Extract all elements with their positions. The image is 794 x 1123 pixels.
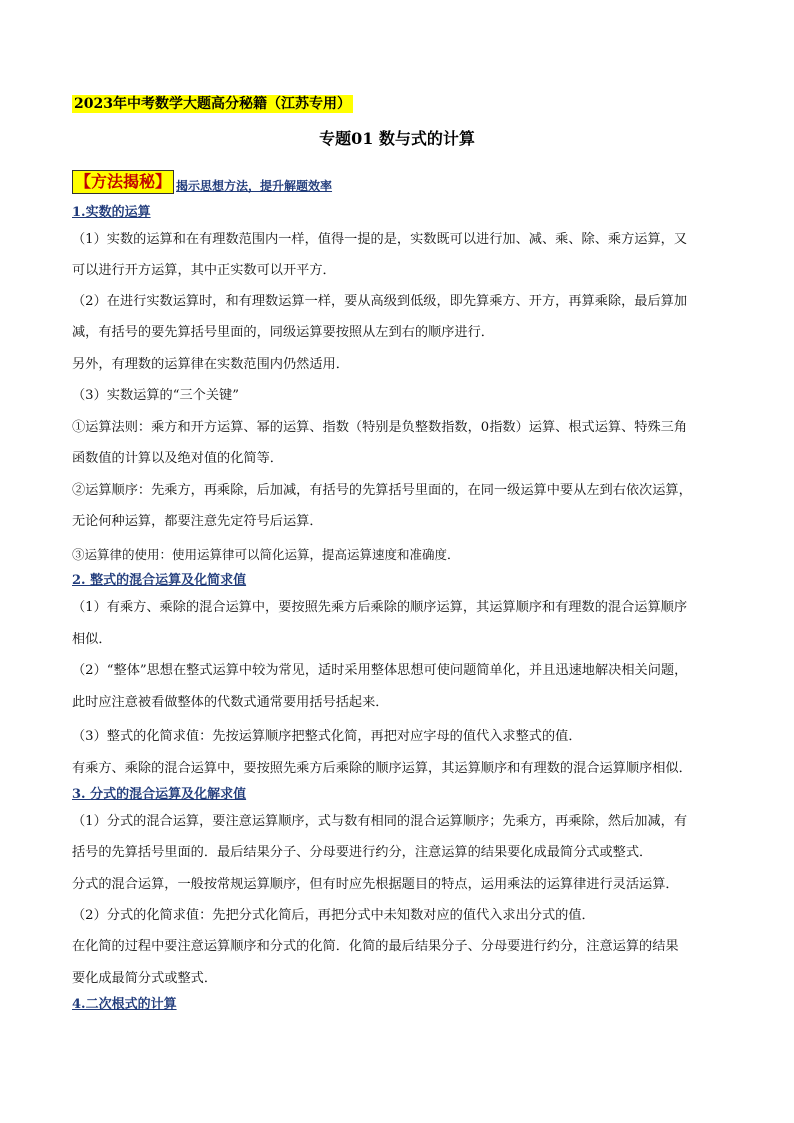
paragraph-line: （1）分式的混合运算，要注意运算顺序，式与数有相同的混合运算顺序；先乘方，再乘除，然后加减，有 bbox=[72, 814, 688, 829]
section-heading-1: 1.实数的运算 bbox=[72, 205, 151, 220]
section-heading-2: 2. 整式的混合运算及化简求值 bbox=[72, 573, 247, 588]
paragraph-line: 可以进行开方运算，其中正实数可以开平方． bbox=[72, 263, 336, 278]
paragraph-line: （2）“整体”思想在整式运算中较为常见，适时采用整体思想可使问题简单化，并且迅速地解决相关问题， bbox=[72, 663, 688, 678]
paragraph-line: （1）实数的运算和在有理数范围内一样，值得一提的是，实数既可以进行加、减、乘、除、乘方运算，又 bbox=[72, 232, 688, 247]
method-banner bbox=[72, 170, 332, 194]
paragraph-line: （3）实数运算的“三个关键” bbox=[72, 388, 239, 403]
section-heading-3: 3. 分式的混合运算及化解求值 bbox=[72, 787, 247, 802]
section-heading-4: 4.二次根式的计算 bbox=[72, 997, 177, 1012]
paragraph-line: 相似． bbox=[72, 632, 112, 647]
paragraph-line: （2）分式的化简求值：先把分式化简后，再把分式中未知数对应的值代入求出分式的值． bbox=[72, 908, 595, 923]
paragraph-line: （2）在进行实数运算时，和有理数运算一样，要从高级到低级，即先算乘方、开方，再算乘除，最后算加 bbox=[72, 294, 688, 309]
paragraph-line: ③运算律的使用：使用运算律可以简化运算，提高运算速度和准确度． bbox=[72, 547, 460, 562]
paragraph-line: ②运算顺序：先乘方，再乘除，后加减，有括号的先算括号里面的，在同一级运算中要从左到右依次运算， bbox=[72, 483, 692, 498]
paragraph-line: ①运算法则：乘方和开方运算、幂的运算、指数（特别是负整数指数，0指数）运算、根式运算、特殊三角 bbox=[72, 420, 688, 435]
method-badge: 【方法揭秘】 bbox=[72, 170, 174, 194]
paragraph-line: 减，有括号的要先算括号里面的，同级运算要按照从左到右的顺序进行． bbox=[72, 325, 494, 340]
paragraph-line: 无论何种运算，都要注意先定符号后运算． bbox=[72, 514, 323, 529]
series-title: 2023年中考数学大题高分秘籍（江苏专用） bbox=[74, 96, 351, 112]
paragraph-line: 有乘方、乘除的混合运算中，要按照先乘方后乘除的顺序运算，其运算顺序和有理数的混合运算顺序相似． bbox=[72, 761, 692, 776]
paragraph-line: （1）有乘方、乘除的混合运算中，要按照先乘方后乘除的顺序运算，其运算顺序和有理数的混合运算顺序 bbox=[72, 600, 688, 615]
paragraph-line: 函数值的计算以及绝对值的化简等． bbox=[72, 451, 283, 466]
paragraph-line: （3）整式的化简求值：先按运算顺序把整式化简，再把对应字母的值代入求整式的值． bbox=[72, 729, 582, 744]
page-title: 专题01 数与式的计算 bbox=[319, 129, 475, 148]
paragraph-line: 此时应注意被看做整体的代数式通常要用括号括起来． bbox=[72, 695, 389, 710]
paragraph-line: 要化成最简分式或整式． bbox=[72, 971, 218, 986]
paragraph-line: 括号的先算括号里面的．最后结果分子、分母要进行约分，注意运算的结果要化成最简分式或整式． bbox=[72, 845, 653, 860]
paragraph-line: 另外，有理数的运算律在实数范围内仍然适用． bbox=[72, 357, 349, 372]
paragraph-line: 分式的混合运算，一般按常规运算顺序，但有时应先根据题目的特点，运用乘法的运算律进行灵活运算． bbox=[72, 877, 679, 892]
paragraph-line: 在化简的过程中要注意运算顺序和分式的化简．化简的最后结果分子、分母要进行约分，注意运算的结果 bbox=[72, 939, 679, 954]
method-subtitle: 揭示思想方法，提升解题效率 bbox=[176, 179, 333, 193]
